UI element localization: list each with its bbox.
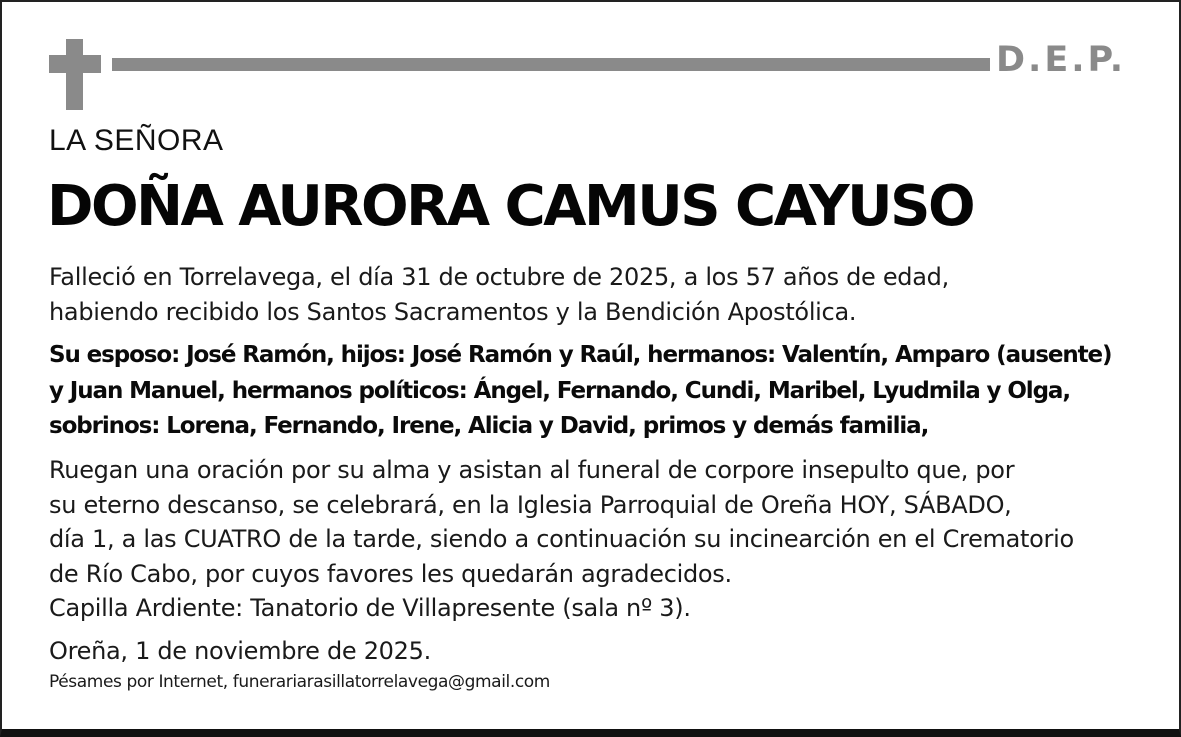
family-paragraph bbox=[49, 338, 1111, 445]
death-notice-line: Falleció en Torrelavega, el día 31 de octubre de 2025, a los 57 años de edad, bbox=[49, 263, 949, 291]
condolences-line: Pésames por Internet, funerariarasillatorrelavega@gmail.com bbox=[49, 672, 550, 692]
header-rule bbox=[112, 58, 990, 71]
funeral-line: Capilla Ardiente: Tanatorio de Villapresente (sala nº 3). bbox=[49, 594, 691, 622]
family-line: y Juan Manuel, hermanos políticos: Ángel, Fernando, Cundi, Maribel, Lyudmila y Olga, bbox=[49, 377, 1070, 404]
place-date: Oreña, 1 de noviembre de 2025. bbox=[49, 637, 431, 665]
dep-label: D.E.P. bbox=[996, 40, 1127, 80]
death-notice-paragraph bbox=[49, 260, 949, 329]
deceased-name: DOÑA AURORA CAMUS CAYUSO bbox=[47, 174, 974, 239]
family-line: sobrinos: Lorena, Fernando, Irene, Alicia y David, primos y demás familia, bbox=[49, 413, 929, 439]
death-notice-line: habiendo recibido los Santos Sacramentos y la Bendición Apostólica. bbox=[49, 297, 857, 326]
cross-vertical-bar bbox=[66, 39, 83, 110]
funeral-line: su eterno descanso, se celebrará, en la Iglesia Parroquial de Oreña HOY, SÁBADO, bbox=[49, 490, 1012, 519]
funeral-line: de Río Cabo, por cuyos favores les quedarán agradecidos. bbox=[49, 559, 732, 588]
family-line: Su esposo: José Ramón, hijos: José Ramón y Raúl, hermanos: Valentín, Amparo (ausente) bbox=[49, 342, 1112, 368]
cross-horizontal-bar bbox=[49, 55, 101, 73]
funeral-paragraph bbox=[49, 453, 1074, 626]
title-intro: LA SEÑORA bbox=[49, 124, 224, 157]
funeral-line: Ruegan una oración por su alma y asistan al funeral de corpore insepulto que, por bbox=[49, 456, 1015, 484]
funeral-line: día 1, a las CUATRO de la tarde, siendo a continuación su incinearción en el Crematorio bbox=[49, 525, 1074, 553]
